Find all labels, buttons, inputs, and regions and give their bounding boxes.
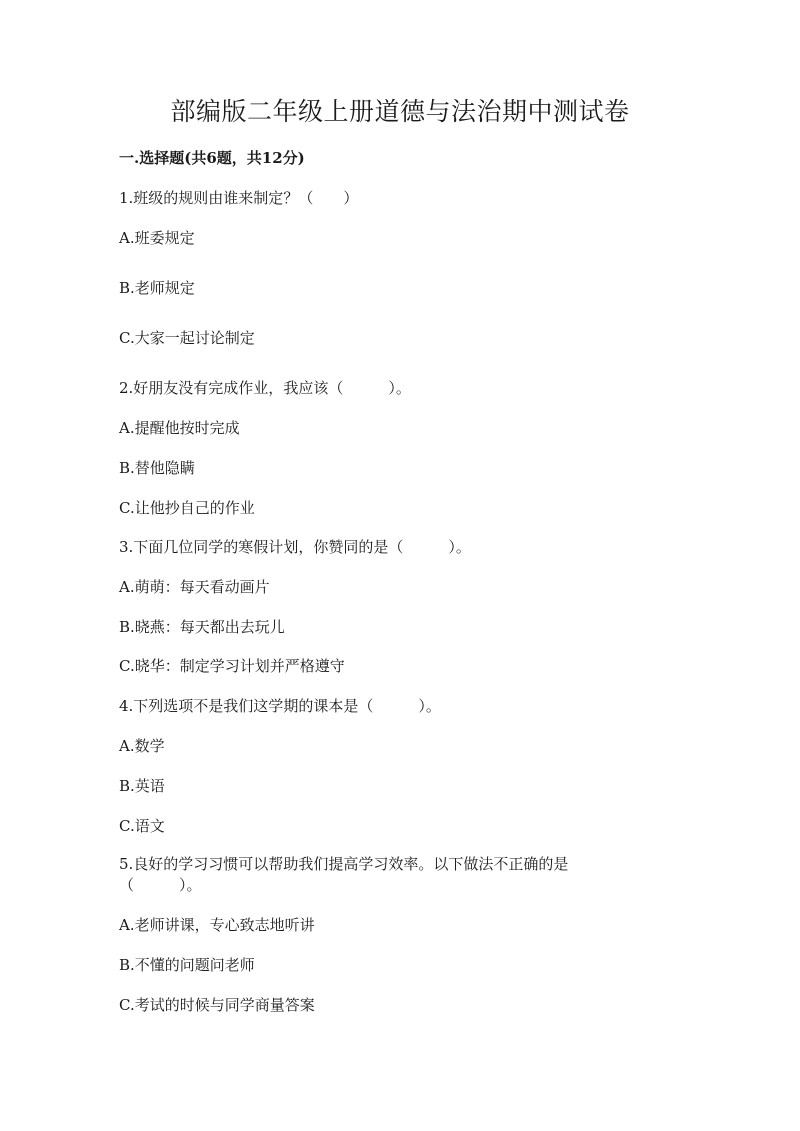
question-2-option-c: C.让他抄自己的作业 xyxy=(119,499,255,517)
question-5-stem: 5.良好的学习习惯可以帮助我们提高学习效率。以下做法不正确的是（ ）。 xyxy=(119,855,569,894)
question-1-option-c: C.大家一起讨论制定 xyxy=(119,329,255,347)
section-heading: 一.选择题(共6题，共12分) xyxy=(119,149,305,167)
question-1-option-b: B.老师规定 xyxy=(119,279,195,297)
question-4-option-c: C.语文 xyxy=(119,817,165,835)
page-title: 部编版二年级上册道德与法治期中测试卷 xyxy=(170,97,630,126)
question-2-option-b: B.替他隐瞒 xyxy=(119,459,195,477)
question-3-option-c: C.晓华：制定学习计划并严格遵守 xyxy=(119,657,345,675)
question-2-stem: 2.好朋友没有完成作业，我应该（ ）。 xyxy=(119,379,411,397)
question-4-option-a: A.数学 xyxy=(119,737,165,755)
question-3-option-a: A.萌萌：每天看动画片 xyxy=(119,578,270,596)
question-3-option-b: B.晓燕：每天都出去玩儿 xyxy=(119,618,285,636)
question-3-stem: 3.下面几位同学的寒假计划，你赞同的是（ ）。 xyxy=(119,538,471,556)
question-2-option-a: A.提醒他按时完成 xyxy=(119,419,240,437)
question-1-stem: 1.班级的规则由谁来制定？（ ） xyxy=(119,189,359,207)
question-5-option-a: A.老师讲课，专心致志地听讲 xyxy=(119,916,315,934)
question-5-option-b: B.不懂的问题问老师 xyxy=(119,956,255,974)
question-5-option-c: C.考试的时候与同学商量答案 xyxy=(119,996,315,1014)
question-4-option-b: B.英语 xyxy=(119,777,165,795)
question-1-option-a: A.班委规定 xyxy=(119,229,195,247)
question-4-stem: 4.下列选项不是我们这学期的课本是（ ）。 xyxy=(119,697,441,715)
